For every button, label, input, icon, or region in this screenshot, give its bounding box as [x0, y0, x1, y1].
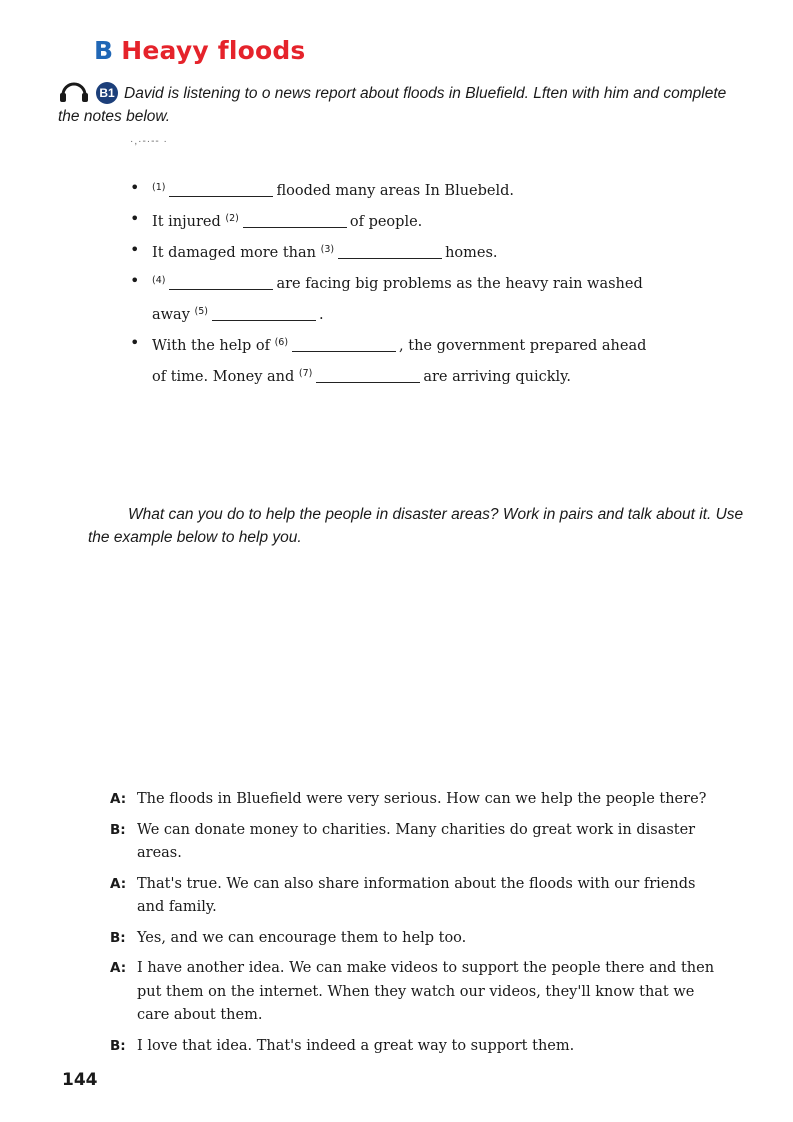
note-item: [130, 205, 690, 236]
speaker-label: A:: [110, 875, 127, 892]
answer-blank-7[interactable]: [316, 368, 420, 383]
dialogue-text: We can donate money to charities. Many charities do great work in disaster areas.: [137, 821, 696, 861]
answer-blank-4[interactable]: [169, 275, 273, 290]
blank-number: (3): [320, 244, 335, 255]
answer-blank-6[interactable]: [292, 337, 396, 352]
note-text: are facing big problems as the heavy rain washed: [276, 276, 643, 292]
speaker-label: B:: [110, 821, 126, 838]
blank-number: (5): [194, 306, 208, 317]
dialogue-text: The floods in Bluefield were very serious. How can we help the people there?: [137, 791, 707, 807]
section-heading: Heayy floods: [121, 36, 306, 65]
note-text: of people.: [349, 214, 423, 230]
dialogue-line: [110, 873, 720, 920]
dialogue-line: [110, 819, 720, 866]
dialogue-line: [110, 957, 720, 1028]
speaker-label: A:: [110, 960, 127, 976]
note-item: [130, 236, 690, 267]
note-text: of time. Money and: [152, 369, 295, 385]
section-letter: B: [94, 36, 114, 65]
note-text: are arriving quickly.: [423, 369, 572, 385]
dialogue-text: I have another idea. We can make videos to support the people there and then put them on the internet. When they watch our videos, they'll know that we care about them.: [137, 960, 715, 1023]
answer-blank-2[interactable]: [243, 213, 347, 228]
answer-blank-5[interactable]: [212, 306, 316, 321]
track-badge: B1: [96, 82, 118, 104]
dialogue-line: [110, 1035, 720, 1059]
note-item: [130, 174, 690, 205]
blank-number: (4): [152, 275, 166, 286]
note-item: [130, 267, 690, 329]
dialogue-text: That's true. We can also share information about the floods with our friends and family.: [137, 875, 696, 915]
dialogue-line: [110, 927, 720, 951]
blank-number: (1): [152, 182, 166, 193]
blank-number: (2): [225, 213, 239, 224]
blank-number: (7): [298, 368, 313, 379]
question-text: What can you do to help the people in disaster areas? Work in pairs and talk about it. Use the example below to help you.: [88, 506, 744, 546]
note-text: With the help of: [152, 338, 270, 354]
page-number: 144: [62, 1070, 98, 1090]
headphones-icon: [58, 80, 90, 104]
dialogue: [110, 788, 720, 1065]
note-text: It damaged more than: [152, 245, 316, 261]
speaker-label: A:: [110, 791, 127, 807]
blank-number: (6): [274, 337, 289, 348]
smudge-text: ·,·-·-- ·: [130, 136, 168, 147]
note-text: away: [152, 307, 190, 323]
note-text: flooded many areas In Bluebeld.: [276, 183, 515, 199]
speaker-label: B:: [110, 929, 126, 946]
note-text: homes.: [445, 245, 498, 261]
answer-blank-1[interactable]: [169, 182, 273, 197]
notes-list: [130, 174, 690, 391]
speaker-label: B:: [110, 1037, 126, 1054]
note-item: [130, 329, 690, 391]
instruction: [58, 80, 728, 128]
note-text: .: [318, 307, 324, 323]
note-text: , the government prepared ahead: [399, 338, 647, 354]
note-text: It injured: [152, 214, 221, 230]
dialogue-text: Yes, and we can encourage them to help too.: [137, 929, 467, 946]
section-title: [94, 36, 306, 65]
answer-blank-3[interactable]: [338, 244, 442, 259]
discussion-question: [88, 503, 768, 549]
instruction-text: David is listening to o news report about floods in Bluefield. Lften with him and complete the notes below.: [58, 85, 727, 125]
dialogue-text: I love that idea. That's indeed a great way to support them.: [137, 1037, 575, 1054]
dialogue-line: [110, 788, 720, 812]
